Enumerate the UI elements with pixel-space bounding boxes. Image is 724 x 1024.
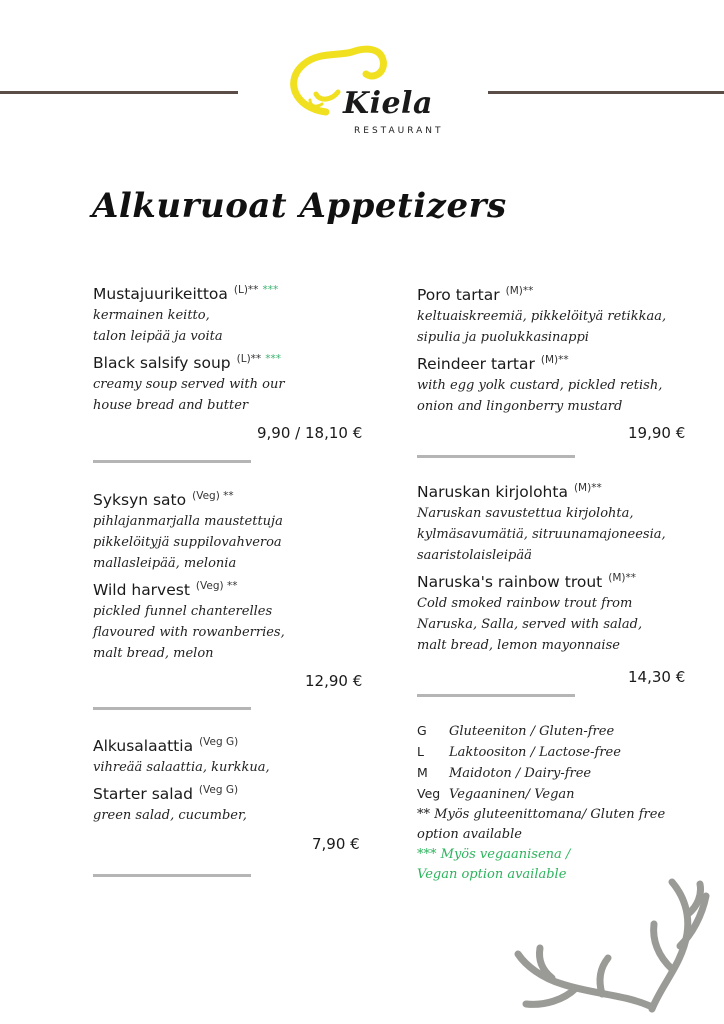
- price: 9,90 / 18,10 €: [257, 424, 363, 442]
- diet-tag: (L)**: [236, 353, 262, 365]
- legend-row: Veg Vegaaninen/ Vegan: [417, 786, 575, 802]
- dish-name: Wild harvest: [93, 581, 190, 599]
- dish-description: kermainen keitto, talon leipää ja voita: [93, 308, 223, 344]
- restaurant-logo: [286, 42, 476, 142]
- dish-name: Reindeer tartar: [417, 355, 535, 373]
- menu-item: [93, 284, 373, 347]
- left-section-2: [93, 490, 373, 664]
- section-divider: [93, 460, 251, 463]
- dish-name: Starter salad: [93, 785, 193, 803]
- dish-name: Naruska's rainbow trout: [417, 573, 603, 591]
- menu-item: [417, 354, 697, 417]
- dish-name: Syksyn sato: [93, 491, 187, 509]
- dish-description: Naruskan savustettua kirjolohta, kylmäsavumätiä, sitruunamajoneesia, saaristolaisleipää: [417, 506, 666, 563]
- vegan-option-note: *** Myös vegaanisena /: [417, 847, 571, 862]
- dish-description: pickled funnel chanterelles flavoured with rowanberries, malt bread, melon: [93, 604, 285, 661]
- menu-item: [93, 353, 373, 416]
- price: 12,90 €: [305, 672, 363, 690]
- dish-name: Black salsify soup: [93, 354, 231, 372]
- menu-item: [417, 285, 697, 348]
- dish-description: creamy soup served with our house bread and butter: [93, 377, 285, 413]
- right-section-1: [417, 285, 697, 417]
- diet-tag: (Veg) **: [192, 490, 234, 502]
- section-divider: [93, 707, 251, 710]
- header-rule-right: [488, 91, 724, 94]
- diet-tag: (Veg G): [199, 736, 239, 748]
- vegan-option-marker: ***: [265, 353, 281, 365]
- dish-description: green salad, cucumber,: [93, 808, 247, 823]
- gluten-free-note: option available: [417, 827, 522, 842]
- dish-description: with egg yolk custard, pickled retish, onion and lingonberry mustard: [417, 378, 663, 414]
- dish-name: Alkusalaattia: [93, 737, 194, 755]
- diet-tag: (Veg) **: [195, 580, 238, 592]
- menu-item: [417, 482, 697, 566]
- diet-tag: (M)**: [573, 482, 602, 494]
- menu-item: [93, 490, 373, 574]
- legend-row: L Laktoositon / Lactose-free: [417, 744, 621, 760]
- vegan-option-note: Vegan option available: [417, 867, 567, 882]
- diet-legend: [417, 721, 707, 885]
- diet-tag: (L)**: [233, 284, 259, 296]
- brand-subtitle: RESTAURANT: [354, 126, 444, 136]
- legend-row: G Gluteeniton / Gluten-free: [417, 723, 615, 739]
- diet-tag: (M)**: [505, 285, 534, 297]
- left-section-3: [93, 736, 373, 826]
- dish-name: Mustajuurikeittoa: [93, 285, 228, 303]
- price: 7,90 €: [312, 835, 360, 853]
- section-divider: [417, 694, 575, 697]
- dish-description: Cold smoked rainbow trout from Naruska, Salla, served with salad, malt bread, lemon mayonnaise: [417, 596, 643, 653]
- right-section-2: [417, 482, 697, 656]
- diet-tag: (M)**: [608, 572, 637, 584]
- dish-name: Poro tartar: [417, 286, 500, 304]
- dish-description: keltuaiskreemiä, pikkelöityä retikkaa, sipulia ja puolukkasinappi: [417, 309, 667, 345]
- diet-tag: (M)**: [540, 354, 569, 366]
- menu-item: [93, 736, 373, 778]
- diet-tag: (Veg G): [198, 784, 239, 796]
- section-divider: [93, 874, 251, 877]
- brand-name: Kiela: [343, 86, 433, 121]
- price: 19,90 €: [628, 424, 686, 442]
- menu-item: [93, 580, 373, 664]
- dish-description: pihlajanmarjalla maustettuja pikkelöityjä suppilovahveroa mallasleipää, melonia: [93, 514, 283, 571]
- section-divider: [417, 455, 575, 458]
- header-rule-left: [0, 91, 238, 94]
- antler-icon: [512, 874, 712, 1014]
- legend-row: M Maidoton / Dairy-free: [417, 765, 592, 781]
- dish-name: Naruskan kirjolohta: [417, 483, 568, 501]
- menu-item: [93, 784, 373, 826]
- gluten-free-note: ** Myös gluteenittomana/ Gluten free: [417, 807, 666, 822]
- vegan-option-marker: ***: [262, 284, 279, 296]
- dish-description: vihreää salaattia, kurkkua,: [93, 760, 270, 775]
- page-title: Alkuruoat Appetizers: [92, 186, 507, 226]
- left-section-1: [93, 284, 373, 416]
- price: 14,30 €: [628, 668, 686, 686]
- menu-item: [417, 572, 697, 656]
